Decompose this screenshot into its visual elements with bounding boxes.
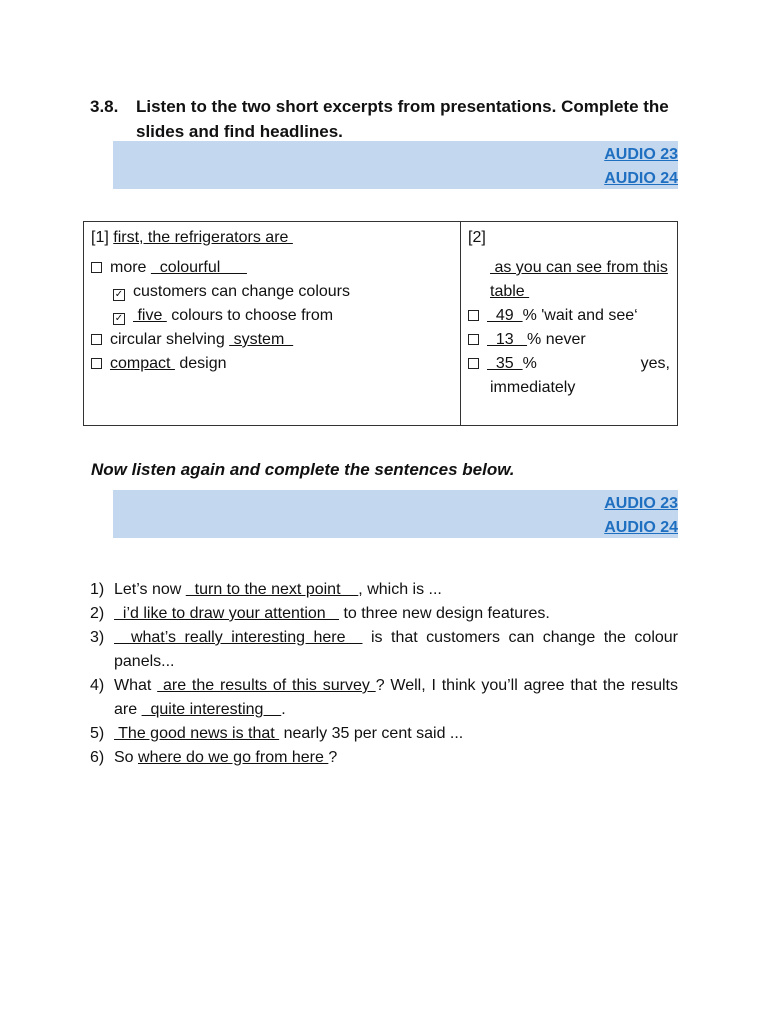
slide-1-headline-line: [1] first, the refrigerators are [91, 229, 293, 246]
slide-2-item: 13 % never [468, 328, 670, 352]
checkbox-icon [91, 334, 102, 345]
slide-1-item: more colourful [91, 256, 453, 280]
exercise-title: Listen to the two short excerpts from presentations. Complete the slides and find headlines. [136, 97, 669, 141]
slides-table [83, 221, 678, 426]
audio-bar-top [113, 141, 678, 189]
checked-box-icon: ✓ [114, 313, 124, 324]
slide-1-cell [84, 222, 461, 426]
slide-1-item: circular shelving system [91, 328, 453, 352]
slide-1-subitem: ✓ five colours to choose from [114, 307, 334, 324]
part2-instruction: Now listen again and complete the sentences below. [91, 460, 515, 479]
sentence-item: 6) So where do we go from here ? [90, 749, 338, 766]
sentence-item: 4) What are the results of this survey ? Well, I think you’ll agree that the results are quite interesting . [90, 677, 678, 718]
sentence-item: 5) The good news is that nearly 35 per cent said ... [90, 725, 464, 742]
slide-1-subitem: ✓ customers can change colours [114, 283, 350, 300]
slide-1-item: compact design [91, 352, 453, 376]
slide-2-item: 35 % yes, [468, 352, 670, 376]
sentence-list [90, 578, 678, 770]
sentence-item: 3) what’s really interesting here is that customers can change the colour panels... [90, 629, 679, 670]
slide-2-item: 49 % 'wait and see‘ [468, 304, 670, 328]
checkbox-icon [468, 310, 479, 321]
sentence-item: 1) Let’s now turn to the next point , which is ... [90, 581, 442, 598]
exercise-number: 3.8. [90, 97, 119, 116]
slide-2-cell: [2] as you can see from this table 49 % 'wait and see‘ 13 % never 35 % yes, immediately [461, 222, 678, 426]
slide-1-headline: first, the refrigerators are [113, 229, 293, 246]
checked-box-icon: ✓ [114, 289, 124, 300]
exercise-heading [90, 94, 690, 144]
slide-2-headline: as you can see from this [490, 259, 668, 276]
audio-23-link[interactable]: AUDIO 23 [604, 495, 678, 512]
slide-2-label: [2] [468, 229, 486, 246]
checkbox-icon [91, 358, 102, 369]
audio-23-link[interactable]: AUDIO 23 [604, 146, 678, 163]
audio-bar-bottom [113, 490, 678, 538]
audio-24-link[interactable]: AUDIO 24 [604, 519, 678, 536]
checkbox-icon [91, 262, 102, 273]
checkbox-icon [468, 358, 479, 369]
audio-24-link[interactable]: AUDIO 24 [604, 170, 678, 187]
sentence-item: 2) i’d like to draw your attention to three new design features. [90, 605, 550, 622]
checkbox-icon [468, 334, 479, 345]
